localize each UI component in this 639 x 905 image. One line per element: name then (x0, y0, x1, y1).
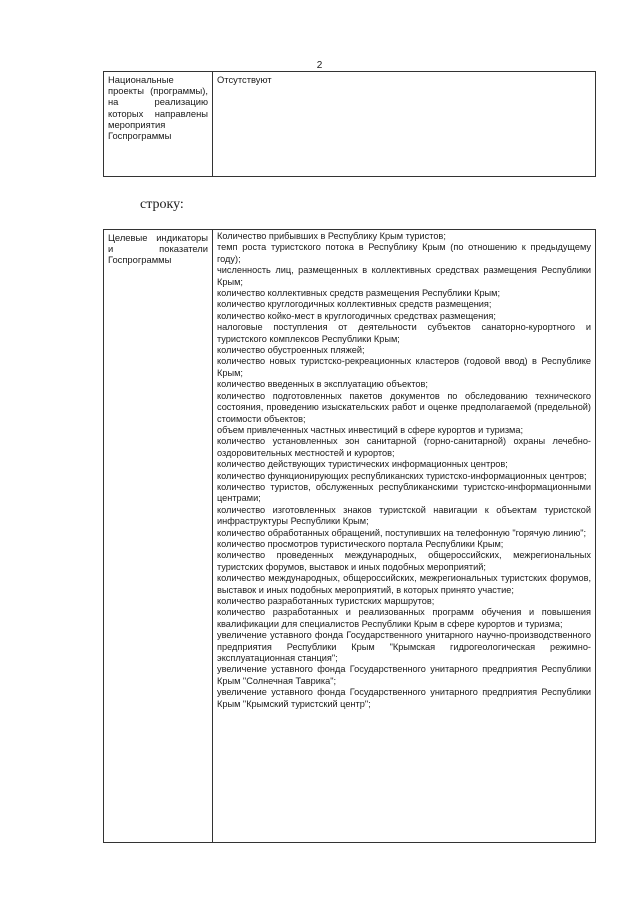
page-number: 2 (316, 60, 323, 71)
indicator-item: увеличение уставного фонда Государственного унитарного научно-производственного предприятия Республики Крым "Крымская гидрогеологическая режимно-эксплуатационная станция"; (217, 630, 591, 664)
indicator-item: количество коллективных средств размещения Республики Крым; (217, 288, 501, 299)
indicator-item: количество проведенных международных, общероссийских, межрегиональных туристских форумов, выставок и иных подобных мероприятий; (217, 550, 591, 572)
indicator-item: Количество прибывших в Республику Крым туристов; (217, 231, 446, 241)
indicator-item: количество международных, общероссийских, межрегиональных туристских форумов, выставок и иных подобных мероприятий, в которых принято участие; (217, 573, 591, 595)
indicator-item: увеличение уставного фонда Государственного унитарного предприятия Республики Крым "Солнечная Таврика"; (217, 664, 591, 686)
indicator-item: количество новых туристско-рекреационных кластеров (годовой ввод) в Республике Крым; (217, 356, 591, 378)
indicator-item: налоговые поступления от деятельности субъектов санаторно-курортного и туристского комплексов Республики Крым; (217, 322, 591, 344)
indicator-item: количество действующих туристических информационных центров; (217, 459, 508, 470)
indicator-item: количество обработанных обращений, поступивших на телефонную "горячую линию"; (217, 527, 587, 538)
indicator-item: количество койко-мест в круглогодичных средствах размещения; (217, 310, 496, 321)
indicator-item: количество подготовленных пакетов документов по обследованию технического состояния, проведению изыскательских работ и оценке предполагаемой (предельной) стоимости объектов; (217, 390, 591, 424)
intro-text: строку: (140, 197, 184, 212)
target-indicators-label: Целевые индикаторы и показатели Госпрограммы (104, 230, 213, 843)
target-indicators-list (213, 230, 596, 843)
indicator-item: объем привлеченных частных инвестиций в сфере курортов и туризма; (217, 424, 524, 435)
indicator-item: численность лиц, размещенных в коллективных средствах размещения Республики Крым; (217, 265, 591, 287)
indicator-item: количество функционирующих республиканских туристско-информационных центров; (217, 470, 587, 481)
indicator-item: количество введенных в эксплуатацию объектов; (217, 379, 428, 390)
indicator-item: количество туристов, обслуженных республиканскими туристско-информационными центрами; (217, 481, 591, 504)
national-projects-value: Отсутствуют (213, 72, 596, 177)
indicator-item: количество обустроенных пляжей; (217, 345, 365, 356)
indicator-item: увеличение уставного фонда Государственного унитарного предприятия Республики Крым "Крымский туристский центр"; (217, 687, 591, 709)
indicator-item: количество разработанных и реализованных программ обучения и повышения квалификации для специалистов Республики Крым в сфере курортов и туризма; (217, 607, 591, 629)
indicator-item: темп роста туристского потока в Республику Крым (по отношению к предыдущему году); (217, 242, 591, 264)
target-indicators-table (103, 229, 596, 843)
national-projects-label: Национальные проекты (программы), на реализацию которых направлены мероприятия Госпрограммы (104, 72, 213, 177)
table-row (104, 72, 596, 177)
indicator-item: количество круглогодичных коллективных средств размещения; (217, 299, 492, 310)
indicator-item: количество изготовленных знаков туристской навигации к объектам туристской инфраструктуры Республики Крым; (217, 504, 591, 527)
indicator-item: количество разработанных туристских маршрутов; (217, 596, 435, 606)
national-projects-table (103, 71, 596, 177)
indicator-item: количество просмотров туристического портала Республики Крым; (217, 538, 504, 549)
table-row (104, 230, 596, 843)
indicator-item: количество установленных зон санитарной (горно-санитарной) охраны лечебно-оздоровительных местностей и курортов; (217, 436, 591, 458)
